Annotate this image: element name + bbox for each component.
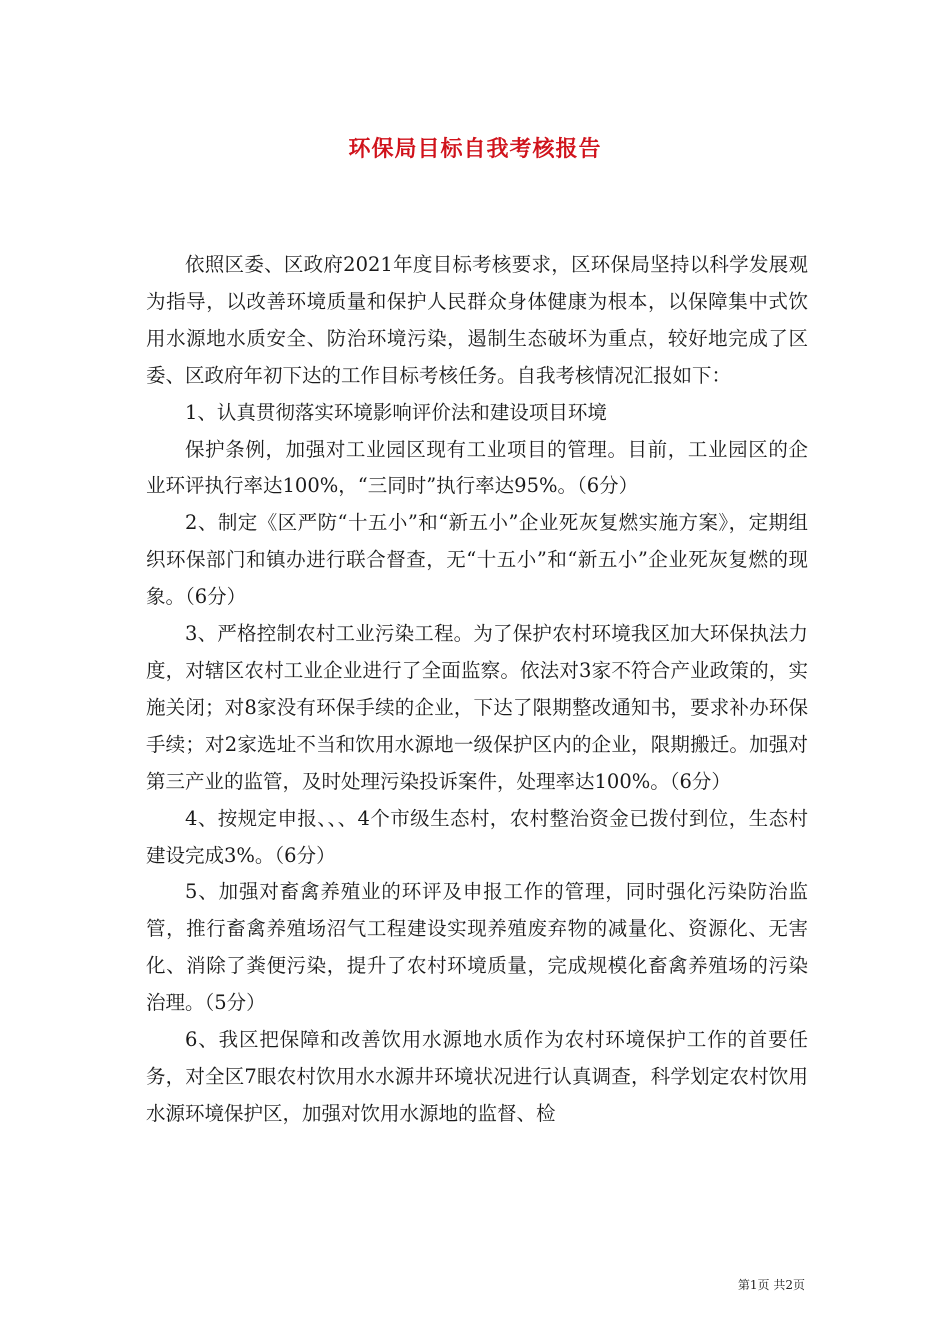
document-body (146, 247, 808, 1133)
paragraph-item-5: 5、加强对畜禽养殖业的环评及申报工作的管理，同时强化污染防治监管，推行畜禽养殖场沼气工程建设实现养殖废弃物的减量化、资源化、无害化、消除了粪便污染，提升了农村环境质量，完成规模化畜禽养殖场的污染治理。（5分） (146, 880, 808, 1015)
paragraph-item-2: 2、制定《区严防“十五小”和“新五小”企业死灰复燃实施方案》，定期组织环保部门和镇办进行联合督查，无“十五小”和“新五小”企业死灰复燃的现象。（6分） (146, 511, 808, 609)
document-title: 环保局目标自我考核报告 (348, 136, 602, 162)
page-number-footer: 第1页 共2页 (737, 1278, 805, 1292)
paragraph-item-1-body: 保护条例，加强对工业园区现有工业项目的管理。目前，工业园区的企业环评执行率达100%，“三同时”执行率达95%。（6分） (146, 437, 808, 498)
paragraph-item-1-heading: 1、认真贯彻落实环境影响评价法和建设项目环境 (185, 400, 607, 424)
paragraph-item-3: 3、严格控制农村工业污染工程。为了保护农村环境我区加大环保执法力度，对辖区农村工业企业进行了全面监察。依法对3家不符合产业政策的，实施关闭；对8家没有环保手续的企业，下达了限期整改通知书，要求补办环保手续；对2家选址不当和饮用水源地一级保护区内的企业，限期搬迁。加强对第三产业的监管，及时处理污染投诉案件，处理率达100%。（6分） (146, 622, 808, 793)
paragraph-item-4: 4、按规定申报、、、4个市级生态村，农村整治资金已拨付到位，生态村建设完成3%。（6分） (146, 806, 808, 867)
paragraph-item-6: 6、我区把保障和改善饮用水源地水质作为农村环境保护工作的首要任务，对全区7眼农村饮用水水源井环境状况进行认真调查，科学划定农村饮用水源环境保护区，加强对饮用水源地的监督、检 (146, 1028, 808, 1125)
paragraph-intro: 依照区委、区政府2021年度目标考核要求，区环保局坚持以科学发展观为指导，以改善环境质量和保护人民群众身体健康为根本，以保障集中式饮用水源地水质安全、防治环境污染，遏制生态破坏为重点，较好地完成了区委、区政府年初下达的工作目标考核任务。自我考核情况汇报如下： (146, 253, 808, 387)
